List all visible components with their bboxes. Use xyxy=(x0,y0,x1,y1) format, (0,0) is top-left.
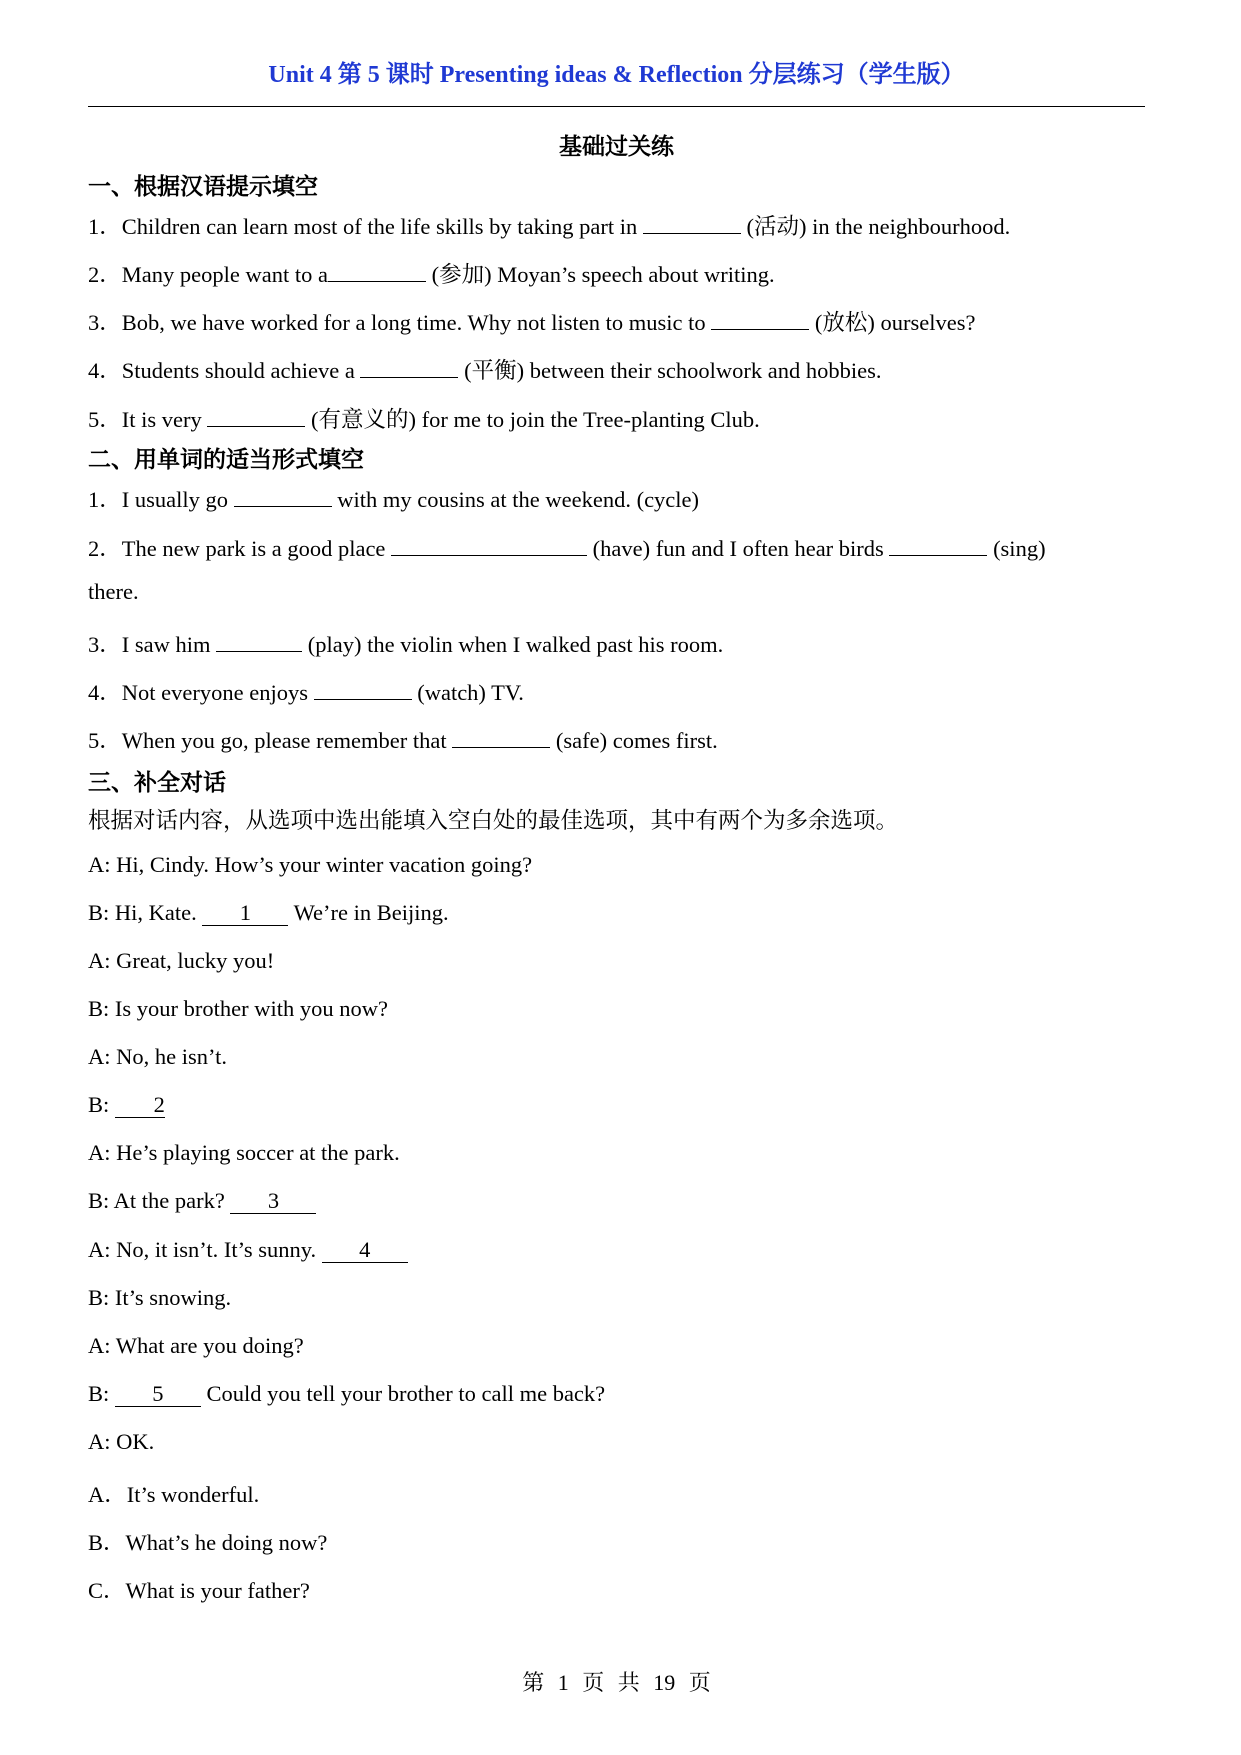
header-divider xyxy=(88,106,1145,107)
s2-question-5 xyxy=(88,723,718,755)
question-number: 1． xyxy=(88,214,122,239)
s1-question-5 xyxy=(88,402,760,434)
s2-question-4 xyxy=(88,675,524,707)
question-hint: (有意义的) for me to join the Tree-planting Club. xyxy=(305,407,760,432)
question-text: The new park is a good place xyxy=(121,536,392,561)
question-text: Students should achieve a xyxy=(121,358,361,383)
question-hint: (放松) ourselves? xyxy=(809,310,976,335)
dialogue-blank-4[interactable]: 4 xyxy=(322,1238,408,1263)
answer-blank[interactable] xyxy=(314,677,412,700)
option-b: B．What’s he doing now? xyxy=(88,1530,328,1555)
answer-blank[interactable] xyxy=(643,211,741,234)
dialogue-line: A: Great, lucky you! xyxy=(88,948,275,973)
question-number: 4． xyxy=(88,358,122,383)
question-number: 2． xyxy=(88,262,122,287)
dialogue-line: A: Hi, Cindy. How’s your winter vacation going? xyxy=(88,852,533,877)
dialogue-text: B: xyxy=(88,1381,115,1406)
dialogue-line: A: OK. xyxy=(88,1429,155,1454)
s2-question-2-continued: there. xyxy=(88,579,139,604)
dialogue-line xyxy=(88,1188,316,1214)
question-number: 5． xyxy=(88,728,122,753)
question-text: Children can learn most of the life skills by taking part in xyxy=(121,214,643,239)
dialogue-line: B: It’s snowing. xyxy=(88,1285,232,1310)
dialogue-text: B: xyxy=(88,1092,115,1117)
question-number: 2． xyxy=(88,536,122,561)
dialogue-line: A: What are you doing? xyxy=(88,1333,304,1358)
s2-question-1 xyxy=(88,482,699,514)
s1-question-3 xyxy=(88,305,975,337)
s2-question-2 xyxy=(88,531,1145,563)
answer-blank[interactable] xyxy=(360,355,458,378)
question-text: with my cousins at the weekend. (cycle) xyxy=(331,487,700,512)
s1-question-1 xyxy=(88,209,1010,241)
question-hint: (参加) Moyan’s speech about writing. xyxy=(425,262,775,287)
dialogue-blank-2[interactable]: 2 xyxy=(115,1093,165,1118)
section-group-title: 基础过关练 xyxy=(559,134,674,159)
answer-blank[interactable] xyxy=(889,533,987,556)
question-text: (have) fun and I often hear birds xyxy=(587,536,890,561)
dialogue-line: A: He’s playing soccer at the park. xyxy=(88,1140,400,1165)
question-hint: (平衡) between their schoolwork and hobbies. xyxy=(458,358,882,383)
question-text: (watch) TV. xyxy=(411,680,524,705)
dialogue-line: A: No, he isn’t. xyxy=(88,1044,227,1069)
question-text: (sing) xyxy=(987,536,1046,561)
dialogue-line: B: Is your brother with you now? xyxy=(88,996,388,1021)
question-number: 1． xyxy=(88,487,122,512)
question-number: 3． xyxy=(88,632,122,657)
answer-blank[interactable] xyxy=(452,725,550,748)
question-text: I saw him xyxy=(121,632,217,657)
dialogue-line xyxy=(88,1381,605,1407)
option-c: C．What is your father? xyxy=(88,1578,310,1603)
dialogue-text: We’re in Beijing. xyxy=(288,900,449,925)
dialogue-text: B: Hi, Kate. xyxy=(88,900,203,925)
section3-title: 三、补全对话 xyxy=(88,770,226,795)
section3-instruction: 根据对话内容，从选项中选出能填入空白处的最佳选项，其中有两个为多余选项。 xyxy=(88,808,899,833)
s2-question-3 xyxy=(88,627,723,659)
question-text: When you go, please remember that xyxy=(121,728,453,753)
answer-blank[interactable] xyxy=(711,307,809,330)
question-text: Many people want to a xyxy=(121,262,328,287)
question-number: 4． xyxy=(88,680,122,705)
dialogue-line xyxy=(88,1092,165,1118)
question-text: (safe) comes first. xyxy=(550,728,718,753)
answer-blank[interactable] xyxy=(391,533,587,556)
section1-title: 一、根据汉语提示填空 xyxy=(88,174,318,199)
document-header-title: Unit 4 第 5 课时 Presenting ideas & Reflection 分层练习（学生版） xyxy=(268,62,965,88)
question-text: (play) the violin when I walked past his room. xyxy=(302,632,724,657)
page-footer: 第 1 页 共 19 页 xyxy=(522,1670,711,1695)
question-text: Bob, we have worked for a long time. Why not listen to music to xyxy=(121,310,712,335)
dialogue-line xyxy=(88,900,449,926)
section2-title: 二、用单词的适当形式填空 xyxy=(88,447,364,472)
question-number: 5． xyxy=(88,407,122,432)
answer-blank[interactable] xyxy=(328,259,426,282)
question-text: I usually go xyxy=(121,487,234,512)
dialogue-blank-1[interactable]: 1 xyxy=(202,901,288,926)
question-number: 3． xyxy=(88,310,122,335)
question-text: It is very xyxy=(121,407,208,432)
dialogue-blank-5[interactable]: 5 xyxy=(115,1382,201,1407)
dialogue-blank-3[interactable]: 3 xyxy=(230,1189,316,1214)
s1-question-4 xyxy=(88,353,882,385)
answer-blank[interactable] xyxy=(234,484,332,507)
dialogue-text: Could you tell your brother to call me back? xyxy=(200,1381,606,1406)
answer-blank[interactable] xyxy=(216,629,302,652)
dialogue-text: A: No, it isn’t. It’s sunny. xyxy=(88,1237,322,1262)
question-text: Not everyone enjoys xyxy=(121,680,314,705)
dialogue-text: B: At the park? xyxy=(88,1188,231,1213)
dialogue-line xyxy=(88,1237,408,1263)
s1-question-2 xyxy=(88,257,775,289)
question-hint: (活动) in the neighbourhood. xyxy=(740,214,1011,239)
option-a: A．It’s wonderful. xyxy=(88,1482,260,1507)
answer-blank[interactable] xyxy=(207,404,305,427)
